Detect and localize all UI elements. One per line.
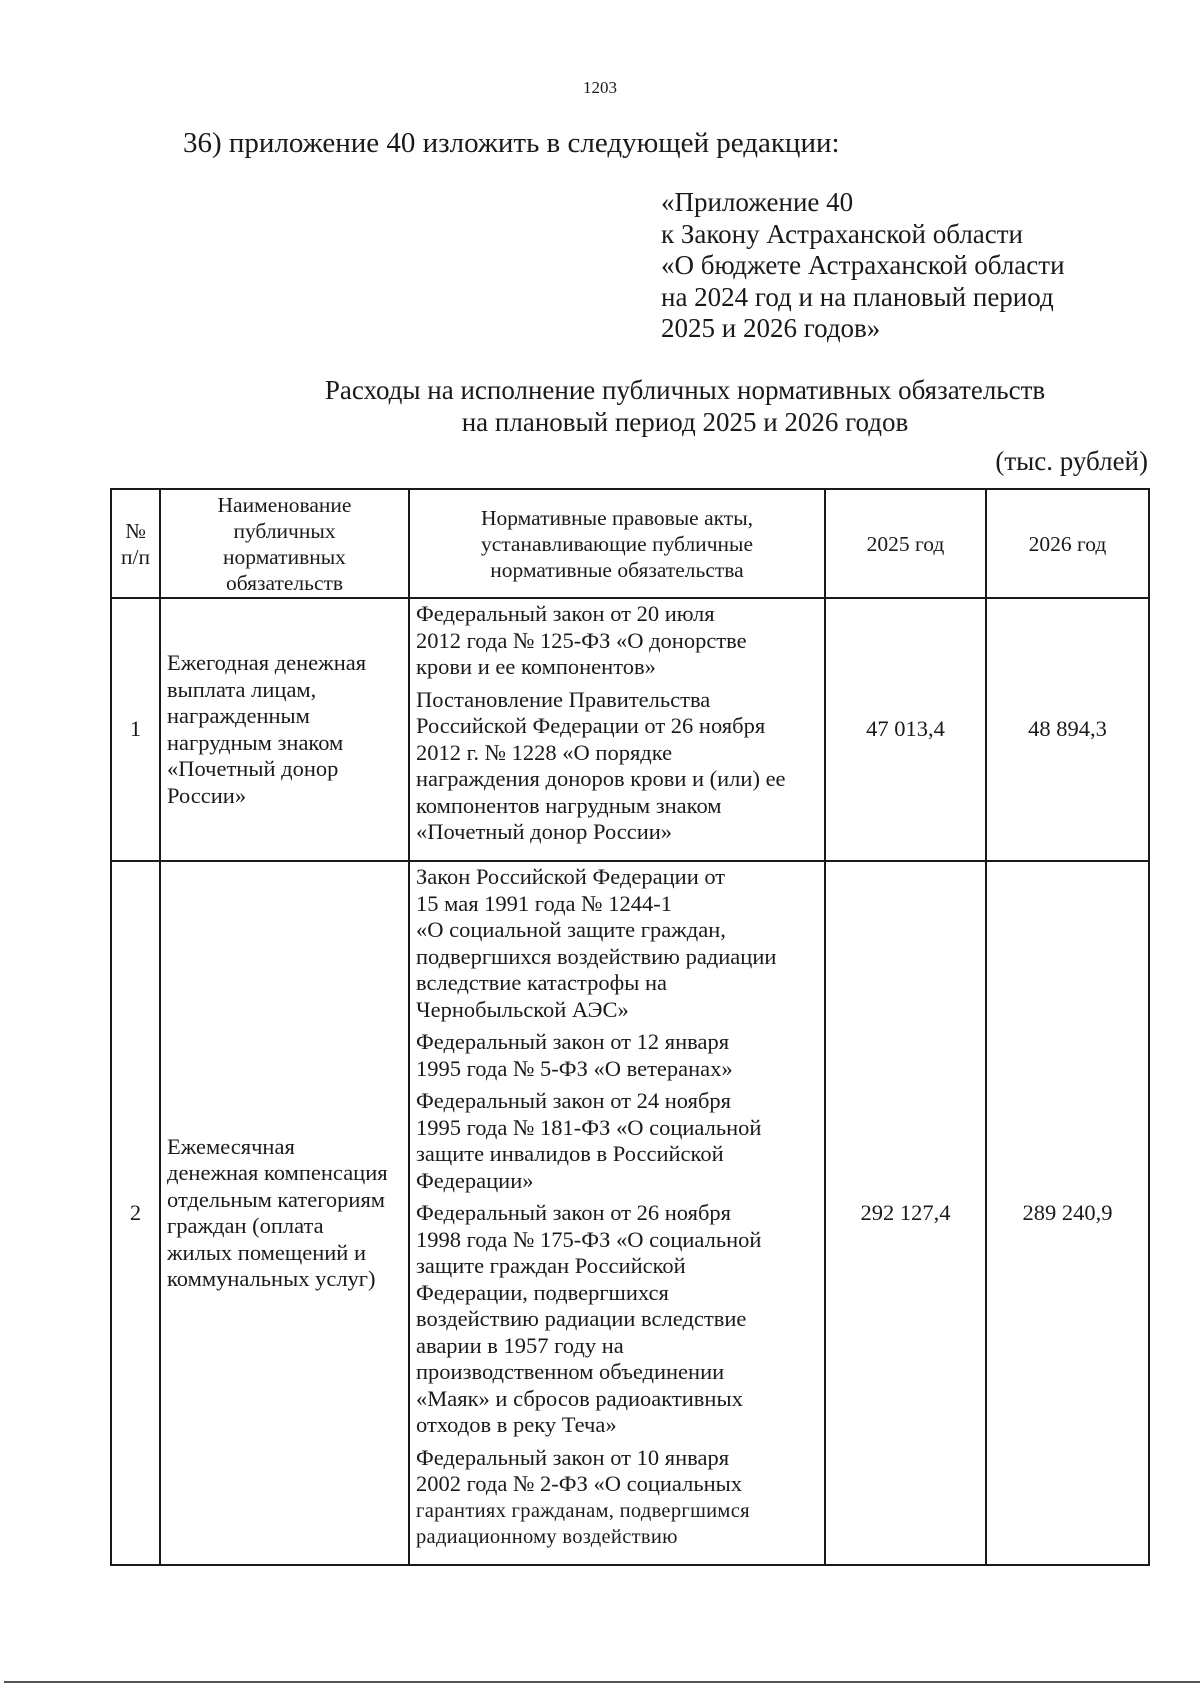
header-legal-acts <box>409 489 825 598</box>
document-title-line: на плановый период 2025 и 2026 годов <box>461 406 909 437</box>
annex-header-line: «Приложение 40 <box>661 187 854 217</box>
text-line: «О социальной защите граждан, <box>416 917 726 942</box>
legal-act <box>416 1029 820 1082</box>
text-line: Федеральный закон от 12 января <box>416 1029 730 1054</box>
text-line: коммунальных услуг) <box>167 1266 376 1291</box>
text-line: Федерации, подвергшихся <box>416 1279 669 1305</box>
amount-2025: 292 127,4 <box>825 861 986 1565</box>
text-line: России» <box>167 782 247 808</box>
text-line: 2012 г. № 1228 «О порядке <box>416 739 673 765</box>
header-2025: 2025 год <box>825 489 986 598</box>
text-line: нагрудным знаком <box>167 729 344 755</box>
text-line: защите граждан Российской <box>416 1253 686 1278</box>
legal-act <box>416 687 820 846</box>
text-line: гарантиях гражданам, подвергшимся <box>416 1499 750 1522</box>
header-text: обязательств <box>225 570 344 595</box>
table-row <box>111 861 1149 1565</box>
legal-act <box>416 1088 820 1194</box>
header-text: нормативных <box>223 544 346 569</box>
text-line: аварии в 1957 году на <box>416 1332 624 1358</box>
header-text: Нормативные правовые акты, <box>480 505 754 530</box>
annex-header-line: к Закону Астраханской области <box>661 218 1024 249</box>
text-line: 1995 года № 181-ФЗ «О социальной <box>416 1114 762 1140</box>
table-row <box>111 598 1149 861</box>
text-line: производственном объединении <box>416 1359 725 1384</box>
header-obligation-name <box>160 489 409 598</box>
text-line: Постановление Правительства <box>416 686 711 712</box>
legal-act <box>416 1445 820 1551</box>
text-line: защите инвалидов в Российской <box>416 1141 724 1166</box>
annex-header <box>661 187 1065 345</box>
text-line: «Почетный донор <box>167 756 339 781</box>
text-line: Федеральный закон от 24 ноября <box>416 1088 732 1113</box>
amount-2025: 47 013,4 <box>825 598 986 861</box>
row-number: 1 <box>111 598 160 861</box>
legal-act <box>416 1200 820 1439</box>
text-line: Федеральный закон от 10 января <box>416 1444 730 1470</box>
header-number <box>111 489 160 598</box>
text-line: «Маяк» и сбросов радиоактивных <box>416 1385 743 1411</box>
annex-header-line: 2025 и 2026 годов» <box>661 313 881 343</box>
text-line: жилых помещений и <box>167 1239 366 1265</box>
amount-2026: 289 240,9 <box>986 861 1149 1565</box>
obligations-table <box>110 488 1150 1566</box>
text-line: Федеральный закон от 20 июля <box>416 601 715 626</box>
obligation-name <box>160 598 409 861</box>
amount-2026: 48 894,3 <box>986 598 1149 861</box>
table-header-row <box>111 489 1149 598</box>
unit-label: (тыс. рублей) <box>995 446 1148 476</box>
header-text: нормативные обязательства <box>490 557 744 582</box>
text-line: денежная компенсация <box>167 1160 388 1185</box>
document-title-line: Расходы на исполнение публичных нормативных обязательств <box>324 375 1046 405</box>
text-line: награжденным <box>167 703 310 728</box>
legal-act <box>416 601 820 681</box>
header-text: Наименование <box>217 492 352 517</box>
text-line: 1995 года № 5-ФЗ «О ветеранах» <box>416 1055 733 1081</box>
text-line: выплата лицам, <box>167 676 317 702</box>
header-text: устанавливающие публичные <box>480 531 753 556</box>
legal-act <box>416 864 820 1023</box>
text-line: Федеральный закон от 26 ноября <box>416 1200 732 1225</box>
text-line: воздействию радиации вследствие <box>416 1306 747 1331</box>
text-line: Ежегодная денежная <box>167 650 367 675</box>
document-title <box>0 375 1200 438</box>
text-line: граждан (оплата <box>167 1213 324 1238</box>
text-line: 1998 года № 175-ФЗ «О социальной <box>416 1226 762 1252</box>
header-text: № <box>125 518 146 543</box>
text-line: радиационному воздействию <box>416 1526 678 1548</box>
text-line: компонентов нагрудным знаком <box>416 792 722 818</box>
legal-acts <box>409 861 825 1565</box>
obligation-name <box>160 861 409 1565</box>
text-line: Российской Федерации от 26 ноября <box>416 713 766 738</box>
page-number: 1203 <box>583 78 617 97</box>
text-line: Ежемесячная <box>167 1133 295 1159</box>
text-line: Закон Российской Федерации от <box>416 864 726 889</box>
annex-header-line: «О бюджете Астраханской области <box>661 250 1065 280</box>
header-text: п/п <box>121 544 150 569</box>
legal-acts <box>409 598 825 861</box>
text-line: отдельным категориям <box>167 1186 386 1212</box>
text-line: 2002 года № 2-ФЗ «О социальных <box>416 1471 742 1496</box>
amendment-line: 36) приложение 40 изложить в следующей редакции: <box>183 127 840 159</box>
text-line: крови и ее компонентов» <box>416 654 656 679</box>
page-bottom-rule <box>4 1681 1200 1683</box>
text-line: вследствие катастрофы на <box>416 970 667 995</box>
text-line: Федерации» <box>416 1167 534 1193</box>
text-line: «Почетный донор России» <box>416 819 673 844</box>
annex-header-line: на 2024 год и на плановый период <box>661 281 1054 312</box>
text-line: 15 мая 1991 года № 1244-1 <box>416 890 672 916</box>
row-number: 2 <box>111 861 160 1565</box>
text-line: награждения доноров крови и (или) ее <box>416 766 786 791</box>
text-line: подвергшихся воздействию радиации <box>416 943 777 969</box>
text-line: Чернобыльской АЭС» <box>416 996 629 1022</box>
header-2026: 2026 год <box>986 489 1149 598</box>
text-line: 2012 года № 125-ФЗ «О донорстве <box>416 627 747 653</box>
text-line: отходов в реку Теча» <box>416 1412 617 1437</box>
header-text: публичных <box>233 518 336 543</box>
